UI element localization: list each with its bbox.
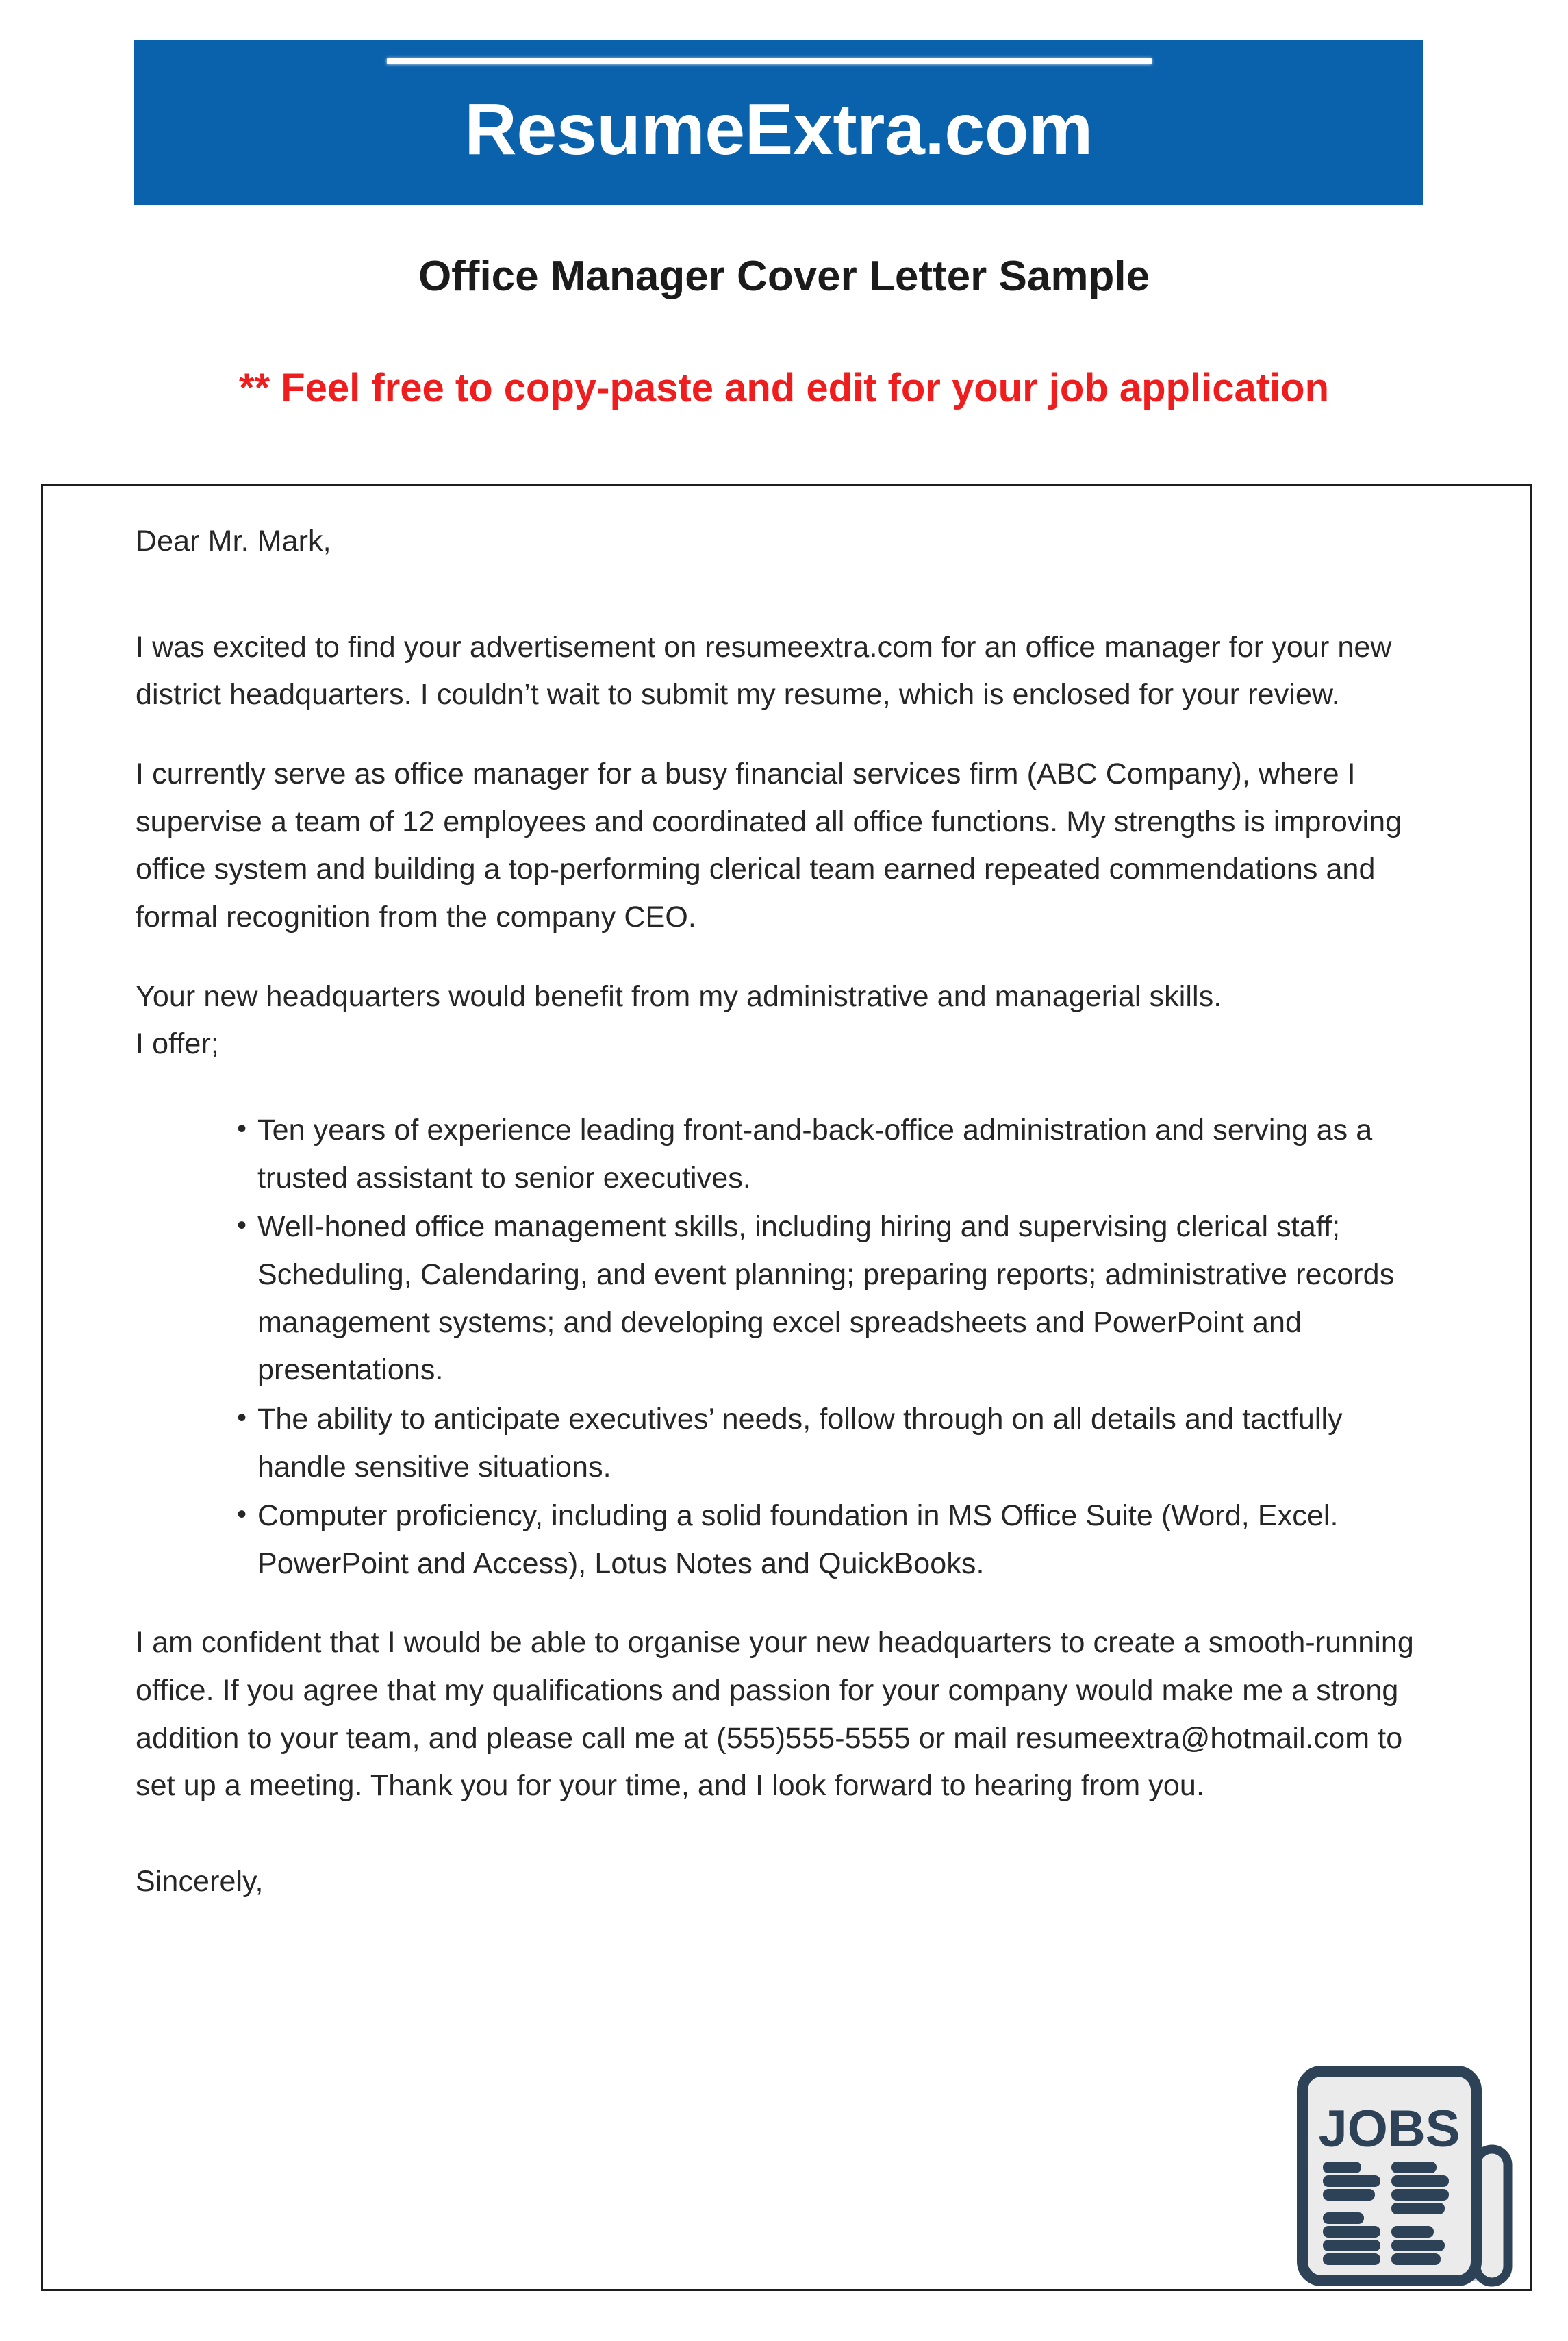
letter-paragraph-3-line-2: I offer; <box>136 1027 219 1061</box>
letter-salutation: Dear Mr. Mark, <box>136 525 331 558</box>
page-subtitle-note: ** Feel free to copy-paste and edit for your job application <box>238 366 1330 410</box>
jobs-newspaper-icon <box>1278 2033 1516 2301</box>
list-item: • Well-honed office management skills, including hiring and supervising clerical staff; Scheduling, Calendaring, and event planning; preparing reports; administrative records management systems; and developing excel spreadsheets and PowerPoint and presentations. <box>237 1203 1430 1394</box>
list-item: • Ten years of experience leading front-and-back-office administration and serving as a trusted assistant to senior executives. <box>237 1107 1430 1202</box>
site-wordmark: ResumeExtra.com <box>464 89 1093 170</box>
letter-paragraph-3-line-1: Your new headquarters would benefit from my administrative and managerial skills. <box>136 979 1222 1013</box>
cover-letter-body <box>136 518 1430 1906</box>
page-title: Office Manager Cover Letter Sample <box>418 253 1150 300</box>
letter-closing: Sincerely, <box>136 1865 264 1899</box>
letter-paragraph-1: I was excited to find your advertisement on resumeextra.com for an office manager for your new district headquarters. I couldn’t wait to submit my resume, which is enclosed for your review. <box>136 630 1392 712</box>
cover-letter-box <box>41 484 1532 2291</box>
jobs-headline-text: JOBS <box>1318 2100 1460 2158</box>
letter-paragraph-4: I am confident that I would be able to organise your new headquarters to create a smooth-running office. If you agree that my qualifications and passion for your company would make me a strong addition to your team, and please call me at (555)555-5555 or mail resumeextra@hotmail.com to set up a meeting. Thank you for your time, and I look forward to hearing from you. <box>136 1626 1414 1803</box>
site-banner <box>134 40 1423 205</box>
banner-rule-decoration <box>387 58 1152 64</box>
qualifications-list <box>136 1107 1430 1588</box>
list-item: • Computer proficiency, including a solid foundation in MS Office Suite (Word, Excel. PowerPoint and Access), Lotus Notes and QuickBooks. <box>237 1492 1430 1588</box>
list-item: • The ability to anticipate executives’ needs, follow through on all details and tactfully handle sensitive situations. <box>237 1396 1430 1491</box>
letter-paragraph-2: I currently serve as office manager for a busy financial services firm (ABC Company), where I supervise a team of 12 employees and coordinated all office functions. My strengths is improving office system and building a top-performing clerical team earned repeated commendations and formal recognition from the company CEO. <box>136 757 1402 934</box>
